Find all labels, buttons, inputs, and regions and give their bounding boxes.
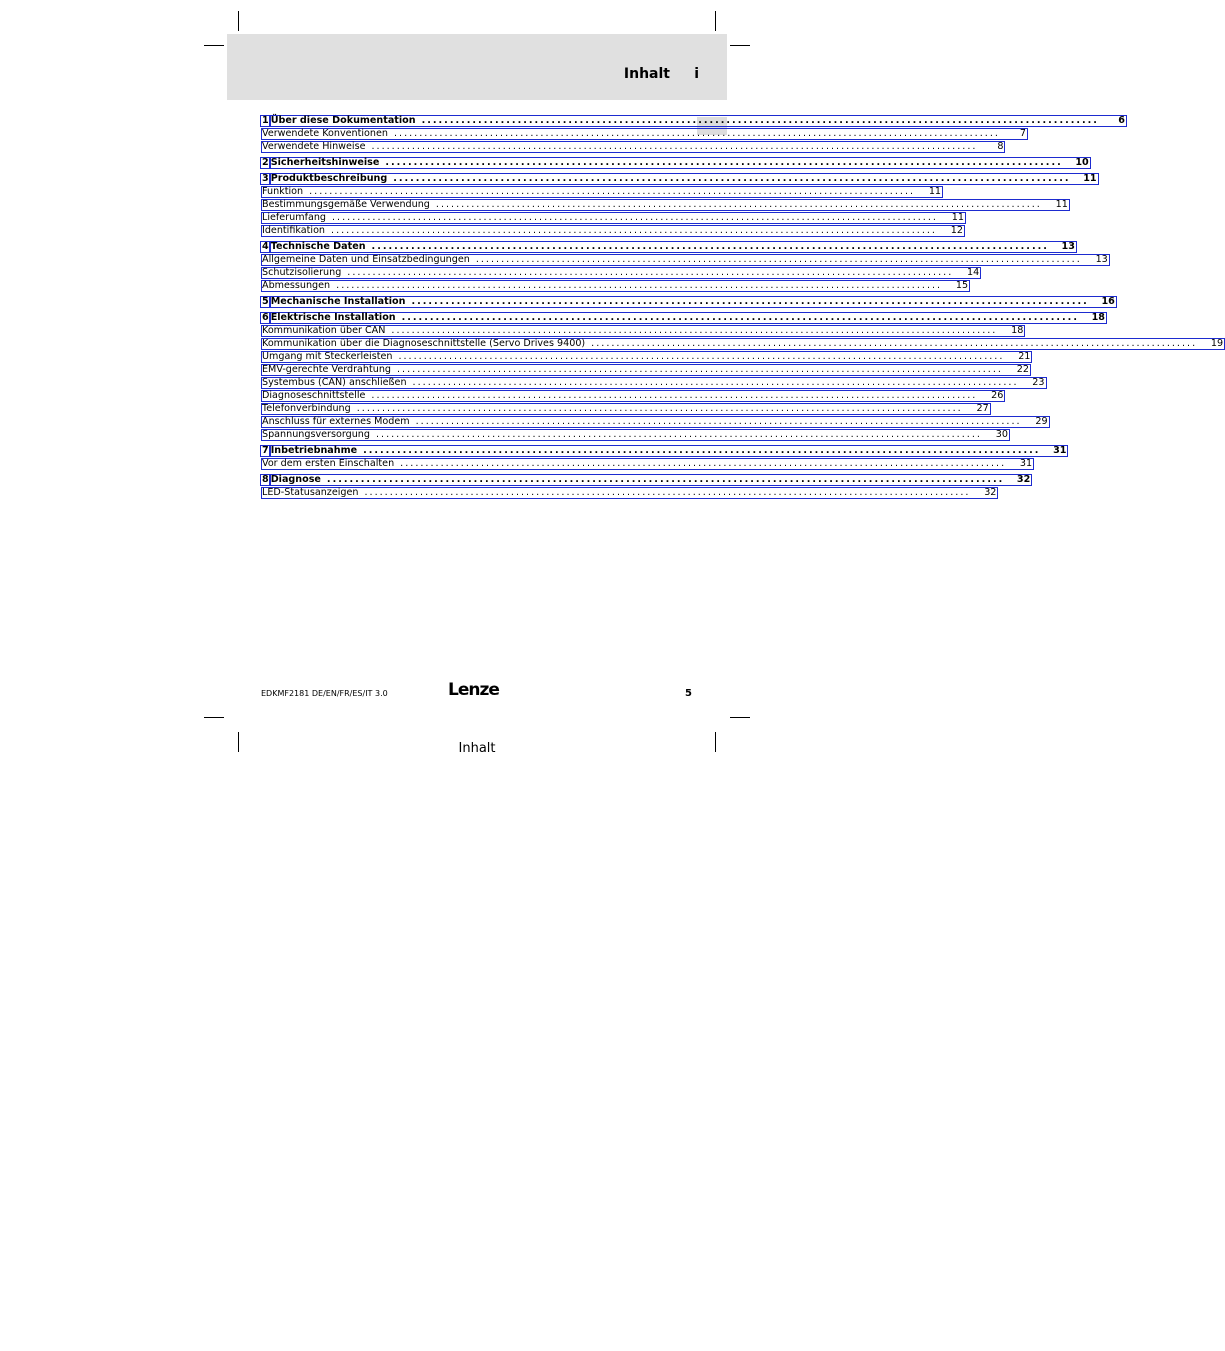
toc-link[interactable] [261, 487, 998, 499]
toc-section-row[interactable] [260, 254, 1108, 266]
toc-page: 8 [997, 141, 1004, 152]
toc-leader-dots: ........................................................................................................................ [385, 157, 1063, 168]
lenze-logo: Lenze [448, 680, 499, 700]
toc-page: 11 [1055, 199, 1068, 210]
toc-chapter-row[interactable] [260, 173, 1097, 185]
toc-title: Schutzisolierung [262, 267, 342, 278]
table-of-contents [260, 115, 1224, 499]
toc-link[interactable] [270, 474, 1033, 486]
toc-leader-dots: ........................................................................................................................ [393, 173, 1071, 184]
toc-title: Umgang mit Steckerleisten [262, 351, 393, 362]
toc-link[interactable] [270, 241, 1077, 253]
toc-section-row[interactable] [260, 364, 1029, 376]
crop-mark [204, 45, 224, 46]
toc-link[interactable] [261, 212, 966, 224]
toc-page: 22 [1016, 364, 1029, 375]
toc-chapter-row[interactable] [260, 296, 1115, 308]
toc-section-row[interactable] [260, 487, 997, 499]
toc-title: Mechanische Installation [270, 296, 406, 307]
toc-leader-dots: ........................................................................................................................ [415, 416, 1022, 427]
toc-number[interactable]: 2 [262, 157, 269, 168]
toc-title: Kommunikation über CAN [262, 325, 386, 336]
toc-page: 23 [1032, 377, 1045, 388]
toc-section-row[interactable] [260, 141, 1004, 153]
toc-title: Allgemeine Daten und Einsatzbedingungen [262, 254, 470, 265]
toc-leader-dots: ........................................................................................................................ [363, 445, 1041, 456]
toc-leader-dots: ........................................................................................................................ [401, 312, 1079, 323]
toc-number[interactable]: 4 [262, 241, 269, 252]
toc-title: Kommunikation über die Diagnoseschnittstelle (Servo Drives 9400) [262, 338, 586, 349]
toc-page: 6 [1118, 115, 1125, 126]
toc-page: 30 [995, 429, 1008, 440]
toc-page: 31 [1019, 458, 1033, 469]
toc-link[interactable] [261, 429, 1010, 441]
crop-mark [730, 717, 750, 718]
toc-leader-dots: ........................................................................................................................ [336, 280, 943, 291]
toc-page: 27 [976, 403, 989, 414]
toc-page: 16 [1101, 296, 1115, 307]
toc-leader-dots: ........................................................................................................................ [371, 390, 978, 401]
toc-leader-dots: ........................................................................................................................ [364, 487, 971, 498]
toc-link[interactable] [261, 267, 981, 279]
toc-section-row[interactable] [260, 225, 963, 237]
toc-link[interactable] [261, 351, 1032, 363]
toc-page: 29 [1035, 416, 1048, 427]
toc-title: Spannungsversorgung [262, 429, 370, 440]
toc-page: 19 [1210, 338, 1224, 349]
toc-page: 15 [955, 280, 969, 291]
toc-leader-dots: ........................................................................................................................ [393, 128, 1000, 139]
toc-link[interactable] [261, 199, 1070, 211]
toc-page: 32 [984, 487, 997, 498]
page-header [227, 34, 727, 100]
toc-section-row[interactable] [260, 338, 1224, 350]
toc-page: 12 [950, 225, 963, 236]
toc-section-row[interactable] [260, 186, 942, 198]
toc-leader-dots: ........................................................................................................................ [421, 115, 1099, 126]
toc-leader-dots: ........................................................................................................................ [397, 364, 1003, 375]
toc-chapter-row[interactable] [260, 474, 1031, 486]
toc-title: Technische Daten [270, 241, 366, 252]
toc-link[interactable] [261, 377, 1047, 389]
toc-number[interactable]: 1 [262, 115, 269, 126]
toc-page: 21 [1018, 351, 1031, 362]
toc-leader-dots: ........................................................................................................................ [356, 403, 963, 414]
toc-page: 11 [928, 186, 942, 197]
toc-title: Vor dem ersten Einschalten [262, 458, 395, 469]
toc-title: Inbetriebnahme [270, 445, 358, 456]
toc-page: 26 [991, 390, 1004, 401]
toc-page: 7 [1019, 128, 1026, 139]
toc-link[interactable] [261, 141, 1005, 153]
toc-leader-dots: ........................................................................................................................ [309, 186, 916, 197]
toc-number[interactable]: 7 [262, 445, 269, 456]
toc-section-row[interactable] [260, 416, 1048, 428]
toc-section-row[interactable] [260, 199, 1068, 211]
toc-title: Verwendete Hinweise [262, 141, 366, 152]
toc-leader-dots: ........................................................................................................................ [400, 458, 1007, 469]
toc-leader-dots: ........................................................................................................................ [412, 377, 1019, 388]
toc-title: Diagnoseschnittstelle [262, 390, 366, 401]
toc-section-row[interactable] [260, 390, 1004, 402]
toc-title: Produktbeschreibung [270, 173, 388, 184]
toc-chapter-row[interactable] [260, 312, 1105, 324]
toc-link[interactable] [261, 225, 965, 237]
toc-link[interactable] [270, 445, 1069, 457]
toc-section-row[interactable] [260, 351, 1031, 363]
toc-page: 18 [1011, 325, 1024, 336]
toc-section-row[interactable] [260, 212, 964, 224]
crop-mark [238, 11, 239, 31]
toc-link[interactable] [261, 325, 1025, 337]
toc-title: Diagnose [270, 474, 321, 485]
toc-leader-dots: ........................................................................................................................ [411, 296, 1089, 307]
toc-page: 10 [1075, 157, 1089, 168]
toc-title: EMV-gerechte Verdrahtung [262, 364, 391, 375]
toc-link[interactable] [270, 173, 1099, 185]
toc-leader-dots: ........................................................................................................................ [375, 429, 982, 440]
toc-leader-dots: ........................................................................................................................ [435, 199, 1042, 210]
toc-leader-dots: ........................................................................................................................ [371, 241, 1049, 252]
toc-section-row[interactable] [260, 128, 1026, 140]
toc-number[interactable]: 5 [262, 296, 269, 307]
toc-title: Elektrische Installation [270, 312, 396, 323]
toc-link[interactable] [270, 115, 1127, 127]
toc-link[interactable] [261, 458, 1034, 470]
toc-title: LED-Statusanzeigen [262, 487, 359, 498]
toc-section-row[interactable] [260, 267, 980, 279]
toc-link[interactable] [261, 186, 943, 198]
toc-section-row[interactable] [260, 403, 989, 415]
document-code: EDKMF2181 DE/EN/FR/ES/IT 3.0 [261, 689, 388, 698]
crop-mark [715, 11, 716, 31]
toc-title: Lieferumfang [262, 212, 326, 223]
toc-title: Sicherheitshinweise [270, 157, 380, 168]
toc-chapter-row[interactable] [260, 241, 1075, 253]
toc-title: Anschluss für externes Modem [262, 416, 410, 427]
toc-chapter-row[interactable] [260, 157, 1089, 169]
caption: Inhalt [458, 741, 496, 756]
toc-title: Systembus (CAN) anschließen [262, 377, 407, 388]
toc-section-row[interactable] [260, 325, 1024, 337]
toc-link[interactable] [270, 312, 1107, 324]
toc-link[interactable] [270, 296, 1117, 308]
toc-leader-dots: ........................................................................................................................ [371, 141, 978, 152]
toc-link[interactable] [261, 364, 1031, 376]
toc-page: 14 [967, 267, 980, 278]
toc-leader-dots: ........................................................................................................................ [591, 338, 1198, 349]
toc-leader-dots: ........................................................................................................................ [398, 351, 1005, 362]
toc-link[interactable] [270, 157, 1091, 169]
toc-number[interactable]: 6 [262, 312, 269, 323]
toc-section-row[interactable] [260, 280, 969, 292]
toc-page: 31 [1053, 445, 1067, 456]
toc-page: 18 [1091, 312, 1105, 323]
toc-title: Verwendete Konventionen [262, 128, 388, 139]
toc-page: 11 [951, 212, 964, 223]
page-number: 5 [685, 688, 692, 699]
toc-link[interactable] [261, 280, 970, 292]
toc-link[interactable] [261, 403, 991, 415]
toc-link[interactable] [261, 338, 1225, 350]
toc-page: 11 [1083, 173, 1097, 184]
toc-link[interactable] [261, 128, 1028, 140]
toc-section-row[interactable] [260, 377, 1045, 389]
toc-link[interactable] [261, 416, 1050, 428]
toc-title: Abmessungen [262, 280, 331, 291]
crop-mark [730, 45, 750, 46]
toc-chapter-row[interactable] [260, 445, 1067, 457]
toc-title: Über diese Dokumentation [270, 115, 416, 126]
toc-leader-dots: ........................................................................................................................ [326, 474, 1005, 485]
toc-title: Bestimmungsgemäße Verwendung [262, 199, 430, 210]
toc-leader-dots: ........................................................................................................................ [475, 254, 1082, 265]
toc-leader-dots: ........................................................................................................................ [332, 212, 938, 223]
toc-chapter-row[interactable] [260, 115, 1125, 127]
toc-leader-dots: ........................................................................................................................ [331, 225, 937, 236]
info-icon: i [694, 66, 699, 82]
toc-page: 13 [1061, 241, 1075, 252]
toc-title: Identifikation [262, 225, 326, 236]
toc-section-row[interactable] [260, 429, 1008, 441]
page-title: Inhalt [623, 66, 670, 82]
toc-link[interactable] [261, 254, 1110, 266]
toc-page: 13 [1095, 254, 1108, 265]
crop-mark [204, 717, 224, 718]
toc-title: Telefonverbindung [262, 403, 351, 414]
toc-number[interactable]: 3 [262, 173, 269, 184]
toc-section-row[interactable] [260, 458, 1033, 470]
toc-leader-dots: ........................................................................................................................ [391, 325, 998, 336]
toc-number[interactable]: 8 [262, 474, 269, 485]
toc-link[interactable] [261, 390, 1005, 402]
toc-leader-dots: ........................................................................................................................ [347, 267, 954, 278]
toc-page: 32 [1016, 474, 1031, 485]
toc-title: Funktion [262, 186, 304, 197]
